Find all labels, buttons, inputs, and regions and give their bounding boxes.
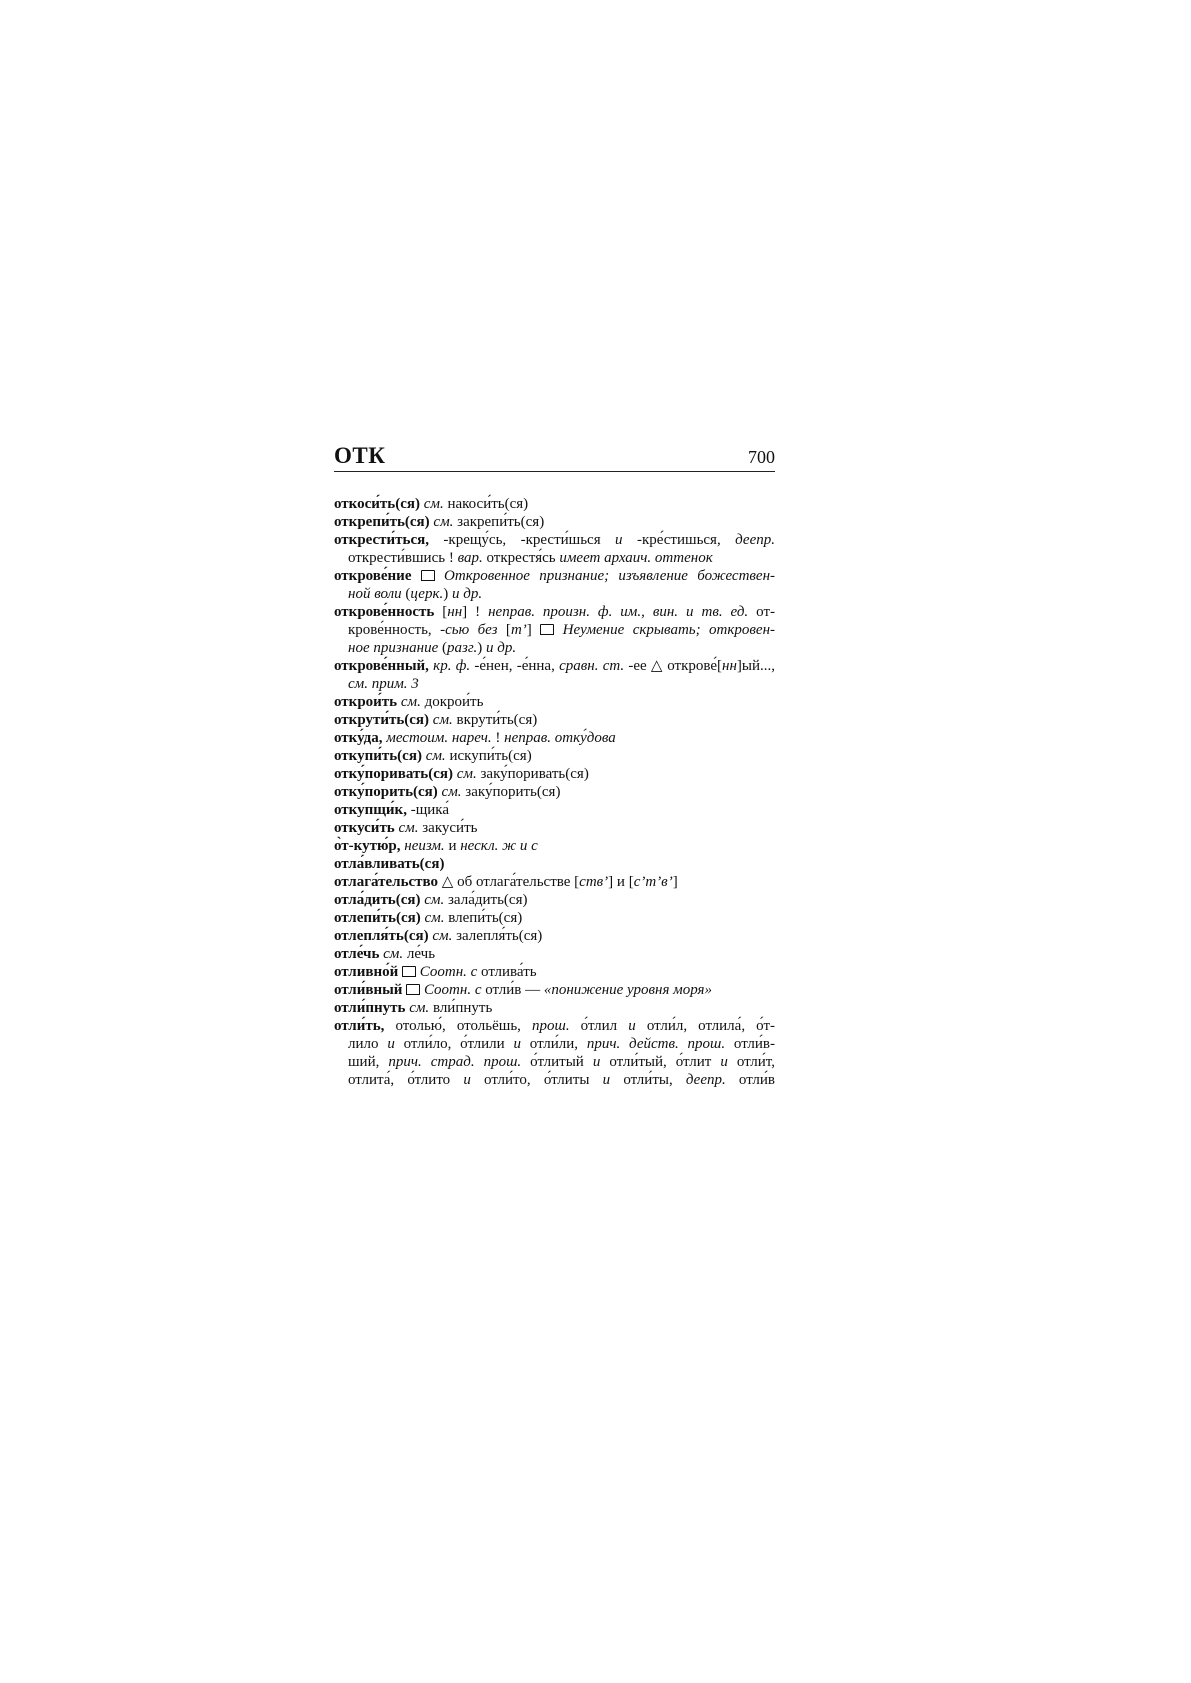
- headword: отку́порить(ся): [334, 784, 438, 800]
- italic-note: -сью без: [440, 622, 498, 638]
- italic-note: ств’: [579, 874, 609, 890]
- italic-note: нн: [722, 658, 737, 674]
- note-box-icon: [402, 966, 416, 977]
- italic-note: и: [628, 1018, 636, 1034]
- entry-line: [334, 1053, 775, 1071]
- entry-text: и: [444, 838, 461, 854]
- italic-note: имеет архаич. оттенок: [559, 550, 713, 566]
- italic-note: и: [592, 1054, 601, 1070]
- entry-text: о́тлил: [569, 1018, 629, 1034]
- italic-note: местоим. нареч.: [382, 730, 492, 746]
- entry-text: отолью́, отольёшь,: [384, 1018, 533, 1034]
- italic-note: см.: [421, 748, 446, 764]
- note-box-icon: [421, 570, 435, 581]
- italic-note: кр. ф.: [428, 658, 471, 674]
- headword: отку́да,: [334, 730, 383, 746]
- entry-line: [334, 639, 775, 657]
- entry-text: -крещу́сь, -крести́шься: [429, 532, 616, 548]
- entry-line: [334, 693, 775, 711]
- entry-line: [334, 729, 775, 747]
- entry-text: отли́ты,: [610, 1072, 686, 1088]
- entry-line: [334, 801, 775, 819]
- entry-text: отли́тый, о́тлит: [600, 1054, 721, 1070]
- entry-text: зала́дить(ся): [444, 892, 528, 908]
- dictionary-entry: [334, 693, 775, 711]
- italic-note: неизм.: [400, 838, 445, 854]
- italic-note: неправ. отку́дова: [504, 730, 616, 746]
- dictionary-entry: [334, 531, 775, 567]
- italic-note: см.: [419, 496, 444, 512]
- entry-text: -кре́стишься,: [622, 532, 736, 548]
- dictionary-entry: [334, 963, 775, 981]
- italic-note: и: [513, 1036, 521, 1052]
- headword: откупи́ть(ся): [334, 748, 422, 764]
- italic-note: деепр.: [685, 1072, 726, 1088]
- dictionary-entry: [334, 1017, 775, 1089]
- entry-text: !: [491, 730, 505, 746]
- italic-note: «понижение уровня моря»: [543, 982, 713, 998]
- headword: откуси́ть: [334, 820, 395, 836]
- headword: отле́чь: [334, 946, 380, 962]
- dictionary-entry: [334, 981, 775, 999]
- italic-note: Неумение скрывать; откровен-: [562, 622, 776, 638]
- entry-text: (: [405, 586, 411, 602]
- italic-note: т’: [510, 622, 527, 638]
- italic-note: см.: [453, 766, 477, 782]
- italic-note: см.: [405, 1000, 430, 1016]
- italic-note: прош.: [532, 1018, 570, 1034]
- dictionary-entry: [334, 999, 775, 1017]
- dictionary-entry: [334, 819, 775, 837]
- entry-text: ле́чь: [403, 946, 436, 962]
- headword: открои́ть: [334, 694, 398, 710]
- entry-text: вкрути́ть(ся): [452, 712, 538, 728]
- entry-line: [334, 585, 775, 603]
- entry-text: лило: [348, 1036, 388, 1052]
- dictionary-entry: [334, 873, 775, 891]
- italic-note: нескл. ж и с: [460, 838, 538, 854]
- headword: отлепля́ть(ся): [334, 928, 429, 944]
- italic-note: см.: [429, 712, 453, 728]
- italic-note: см.: [379, 946, 404, 962]
- entry-line: [334, 945, 775, 963]
- dictionary-entry: [334, 495, 775, 513]
- italic-note: см.: [428, 928, 453, 944]
- entry-text: открестя́сь: [482, 550, 560, 566]
- italic-note: и: [602, 1072, 611, 1088]
- headword: открепи́ть(ся): [334, 514, 430, 530]
- entry-text: отли́в —: [481, 982, 544, 998]
- italic-note: и др.: [486, 640, 517, 656]
- headword: открести́ться,: [334, 532, 429, 548]
- entry-line: [334, 963, 775, 981]
- italic-note: нн: [447, 604, 463, 620]
- entry-text: отли́то, о́тлиты: [470, 1072, 603, 1088]
- entry-text: накоси́ть(ся): [443, 496, 529, 512]
- entry-text: ]: [672, 874, 678, 890]
- entry-text: крове́нность,: [348, 622, 441, 638]
- entry-text: △ об отлага́тельстве [: [438, 874, 580, 890]
- entry-line: [334, 981, 775, 999]
- italic-note: см.: [420, 910, 445, 926]
- entry-line: [334, 909, 775, 927]
- entry-line: [334, 675, 775, 693]
- italic-note: ное признание: [348, 640, 442, 656]
- entry-text: отлива́ть: [477, 964, 537, 980]
- entry-text: искупи́ть(ся): [445, 748, 532, 764]
- entry-text: ): [477, 640, 487, 656]
- headword: отку́поривать(ся): [334, 766, 454, 782]
- italic-note: см.: [429, 514, 454, 530]
- note-box-icon: [406, 984, 420, 995]
- entry-line: [334, 837, 775, 855]
- italic-note: см. прим. 3: [348, 676, 419, 692]
- entry-text: отли́в: [725, 1072, 775, 1088]
- page-header: [334, 441, 775, 471]
- entry-line: [334, 513, 775, 531]
- italic-note: и: [720, 1054, 728, 1070]
- dictionary-entry: [334, 513, 775, 531]
- italic-note: вар.: [457, 550, 483, 566]
- entry-line: [334, 783, 775, 801]
- italic-note: сравн. ст.: [559, 658, 625, 674]
- dictionary-entry: [334, 729, 775, 747]
- entry-text: открести́вшись !: [348, 550, 458, 566]
- headword: откоси́ть(ся): [334, 496, 420, 512]
- entry-line: [334, 873, 775, 891]
- italic-note: Соотн. с: [423, 982, 482, 998]
- italic-note: и: [387, 1036, 395, 1052]
- headword: открове́нность: [334, 604, 435, 620]
- headword: отла́вливать(ся): [334, 856, 445, 872]
- headword: отли́пнуть: [334, 1000, 406, 1016]
- entry-text: отли́в-: [725, 1036, 776, 1052]
- entry-line: [334, 531, 775, 549]
- dictionary-entry: [334, 801, 775, 819]
- italic-note: прич. действ. прош.: [586, 1036, 726, 1052]
- entry-line: [334, 711, 775, 729]
- entry-text: ]: [526, 622, 541, 638]
- entry-line: [334, 621, 775, 639]
- italic-note: церк.: [410, 586, 444, 602]
- dictionary-entry: [334, 855, 775, 873]
- entry-text: отли́т,: [727, 1054, 775, 1070]
- headword: отлага́тельство: [334, 874, 439, 890]
- italic-note: Откровенное признание; изъявление божествен-: [444, 568, 776, 584]
- entry-text: ший,: [348, 1054, 389, 1070]
- entry-line: [334, 747, 775, 765]
- entry-text: ): [443, 586, 452, 602]
- headword: откупщи́к,: [334, 802, 407, 818]
- entry-text: отли́ли,: [520, 1036, 587, 1052]
- italic-note: см.: [397, 694, 421, 710]
- entry-text: ]ый...,: [736, 658, 776, 674]
- entry-text: вли́пнуть: [429, 1000, 493, 1016]
- entry-text: заку́порить(ся): [461, 784, 561, 800]
- dictionary-entry: [334, 567, 775, 603]
- entry-line: [334, 999, 775, 1017]
- entry-text: ] и [: [608, 874, 634, 890]
- italic-note: разг.: [447, 640, 478, 656]
- entry-text: о́тлитый: [521, 1054, 593, 1070]
- entry-line: [334, 819, 775, 837]
- entry-line: [334, 567, 775, 585]
- entry-text: заку́поривать(ся): [476, 766, 589, 782]
- entry-line: [334, 927, 775, 945]
- italic-note: и др.: [451, 586, 483, 602]
- entry-text: ] !: [462, 604, 489, 620]
- headword: открове́нный,: [334, 658, 429, 674]
- headword: о̀т-кутю́р,: [334, 838, 401, 854]
- dictionary-entry: [334, 891, 775, 909]
- entry-line: [334, 657, 775, 675]
- italic-note: деепр.: [735, 532, 775, 548]
- header-rule: [334, 471, 775, 472]
- running-head: ОТК: [334, 443, 386, 468]
- italic-note: неправ. произн. ф. им., вин. и тв. ед.: [488, 604, 749, 620]
- entry-text: [435, 568, 444, 584]
- entry-line: [334, 603, 775, 621]
- entry-text: влепи́ть(ся): [444, 910, 523, 926]
- headword: открове́ние: [334, 568, 412, 584]
- entry-text: [411, 568, 420, 584]
- entry-text: -ее △ открове́[: [624, 658, 723, 674]
- entry-line: [334, 549, 775, 567]
- dictionary-entry: [334, 837, 775, 855]
- entry-text: отли́л, отлила́, о́т-: [635, 1018, 776, 1034]
- entry-text: -щика́: [406, 802, 449, 818]
- entry-text: отлита́, о́тлито: [348, 1072, 464, 1088]
- italic-note: см.: [437, 784, 462, 800]
- headword: отлепи́ть(ся): [334, 910, 421, 926]
- entry-text: (: [442, 640, 447, 656]
- dictionary-entry: [334, 927, 775, 945]
- italic-note: прич. страд. прош.: [388, 1054, 522, 1070]
- entry-text: закуси́ть: [418, 820, 478, 836]
- entry-text: докрои́ть: [420, 694, 484, 710]
- entry-list: [334, 495, 775, 1089]
- dictionary-entry: [334, 765, 775, 783]
- entry-text: закрепи́ть(ся): [453, 514, 545, 530]
- entry-line: [334, 855, 775, 873]
- dictionary-entry: [334, 747, 775, 765]
- headword: отливно́й: [334, 964, 399, 980]
- dictionary-entry: [334, 909, 775, 927]
- entry-line: [334, 1071, 775, 1089]
- dictionary-entry: [334, 945, 775, 963]
- entry-line: [334, 891, 775, 909]
- italic-note: с’т’в’: [633, 874, 673, 890]
- dictionary-entry: [334, 711, 775, 729]
- note-box-icon: [540, 624, 554, 635]
- entry-text: [: [434, 604, 448, 620]
- entry-text: -е́нен, -е́нна,: [470, 658, 560, 674]
- headword: отли́ть,: [334, 1018, 385, 1034]
- italic-note: см.: [420, 892, 445, 908]
- headword: открути́ть(ся): [334, 712, 430, 728]
- entry-text: [: [497, 622, 511, 638]
- dictionary-entry: [334, 783, 775, 801]
- entry-line: [334, 765, 775, 783]
- entry-text: от-: [748, 604, 775, 620]
- italic-note: и: [615, 532, 623, 548]
- italic-note: и: [463, 1072, 471, 1088]
- dictionary-entry: [334, 657, 775, 693]
- headword: отла́дить(ся): [334, 892, 421, 908]
- entry-line: [334, 1035, 775, 1053]
- italic-note: Соотн. с: [419, 964, 478, 980]
- entry-line: [334, 495, 775, 513]
- dictionary-entry: [334, 603, 775, 657]
- italic-note: см.: [394, 820, 419, 836]
- entry-text: залепля́ть(ся): [452, 928, 543, 944]
- entry-text: [554, 622, 562, 638]
- entry-text: отли́ло, о́тлили: [394, 1036, 514, 1052]
- entry-line: [334, 1017, 775, 1035]
- italic-note: ной воли: [348, 586, 406, 602]
- page-number: 700: [748, 447, 775, 467]
- headword: отли́вный: [334, 982, 403, 998]
